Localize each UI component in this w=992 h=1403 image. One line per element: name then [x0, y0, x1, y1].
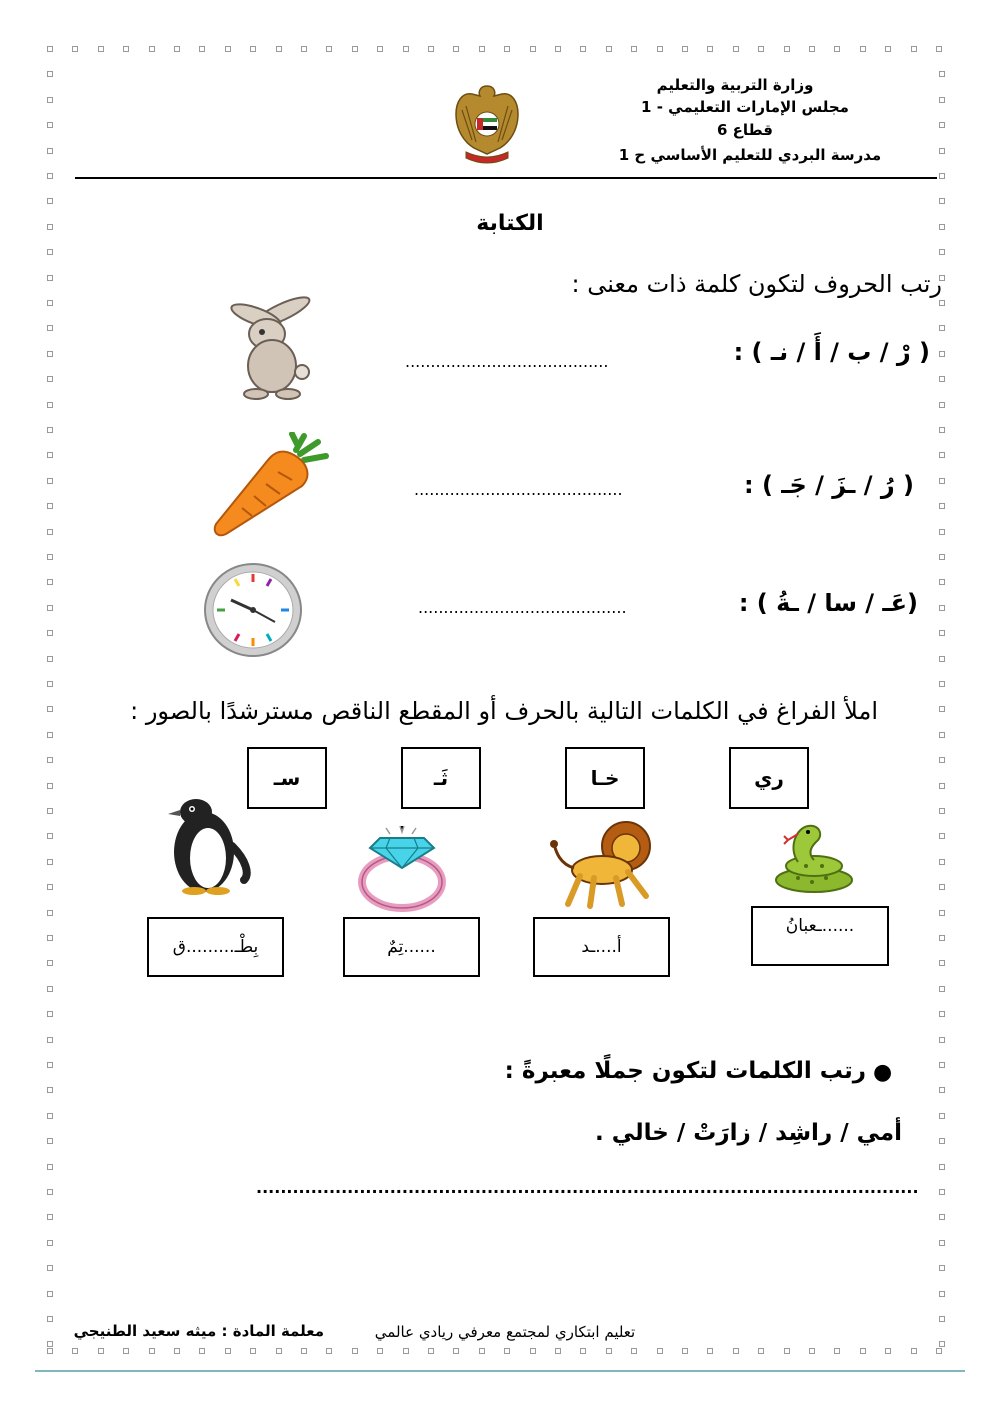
section2-instruction: املأ الفراغ في الكلمات التالية بالحرف أو المقطع الناقص مسترشدًا بالصور : — [130, 697, 878, 725]
item1-letters: ( رْ / ب / أَ / نـ ) : — [733, 338, 930, 366]
word-lion: أ....ـد — [533, 917, 670, 977]
header-sector: قطاع 6 — [717, 121, 773, 139]
section3-words: أمي / راشِد / زارَتْ / خالي . — [594, 1120, 902, 1146]
footer-rule — [35, 1370, 965, 1372]
item2-blank: ......................................... — [414, 480, 623, 499]
rabbit-icon — [222, 292, 322, 402]
item3-letters: (عَـ / سا / ـةُ ) : — [738, 589, 918, 617]
penguin-icon — [160, 796, 252, 896]
ring-icon — [356, 822, 448, 912]
word-penguin: بِطْـ.........ق — [147, 917, 284, 977]
section3-instruction: رتب الكلمات لتكون جملًا معبرةً : — [504, 1058, 866, 1084]
option-seen: سـ — [247, 747, 327, 809]
option-kha: خـا — [565, 747, 645, 809]
carrot-icon — [208, 432, 330, 538]
word-ring: ......تِمٌ — [343, 917, 480, 977]
section3-bullet: ● — [873, 1060, 893, 1085]
section1-instruction: رتب الحروف لتكون كلمة ذات معنى : — [571, 270, 942, 298]
option-tha: ثَـ — [401, 747, 481, 809]
snake-icon — [768, 818, 854, 894]
footer-motto: تعليم ابتكاري لمجتمع معرفي ريادي عالمي — [374, 1323, 636, 1341]
word-snake: ......ـعبانُ — [751, 906, 889, 966]
header-school: مدرسة البردي للتعليم الأساسي ح 1 — [618, 146, 882, 164]
uae-emblem-icon — [452, 80, 522, 166]
footer-teacher: معلمة المادة : ميثه سعيد الطنيجي — [73, 1322, 324, 1340]
lion-icon — [550, 818, 662, 910]
item3-blank: ......................................... — [418, 598, 627, 617]
option-ri: ري — [729, 747, 809, 809]
item1-blank: ........................................ — [405, 352, 609, 371]
header-council: مجلس الإمارات التعليمي - 1 — [641, 98, 849, 116]
section3-blank: ............................................................................................................. — [256, 1178, 919, 1197]
item2-letters: ( رُ / ـزَ / جَـ ) : — [743, 471, 914, 499]
clock-icon — [203, 562, 303, 658]
header-rule — [75, 177, 937, 179]
page-title: الكتابة — [476, 211, 544, 236]
header-ministry: وزارة التربية والتعليم — [656, 76, 814, 94]
